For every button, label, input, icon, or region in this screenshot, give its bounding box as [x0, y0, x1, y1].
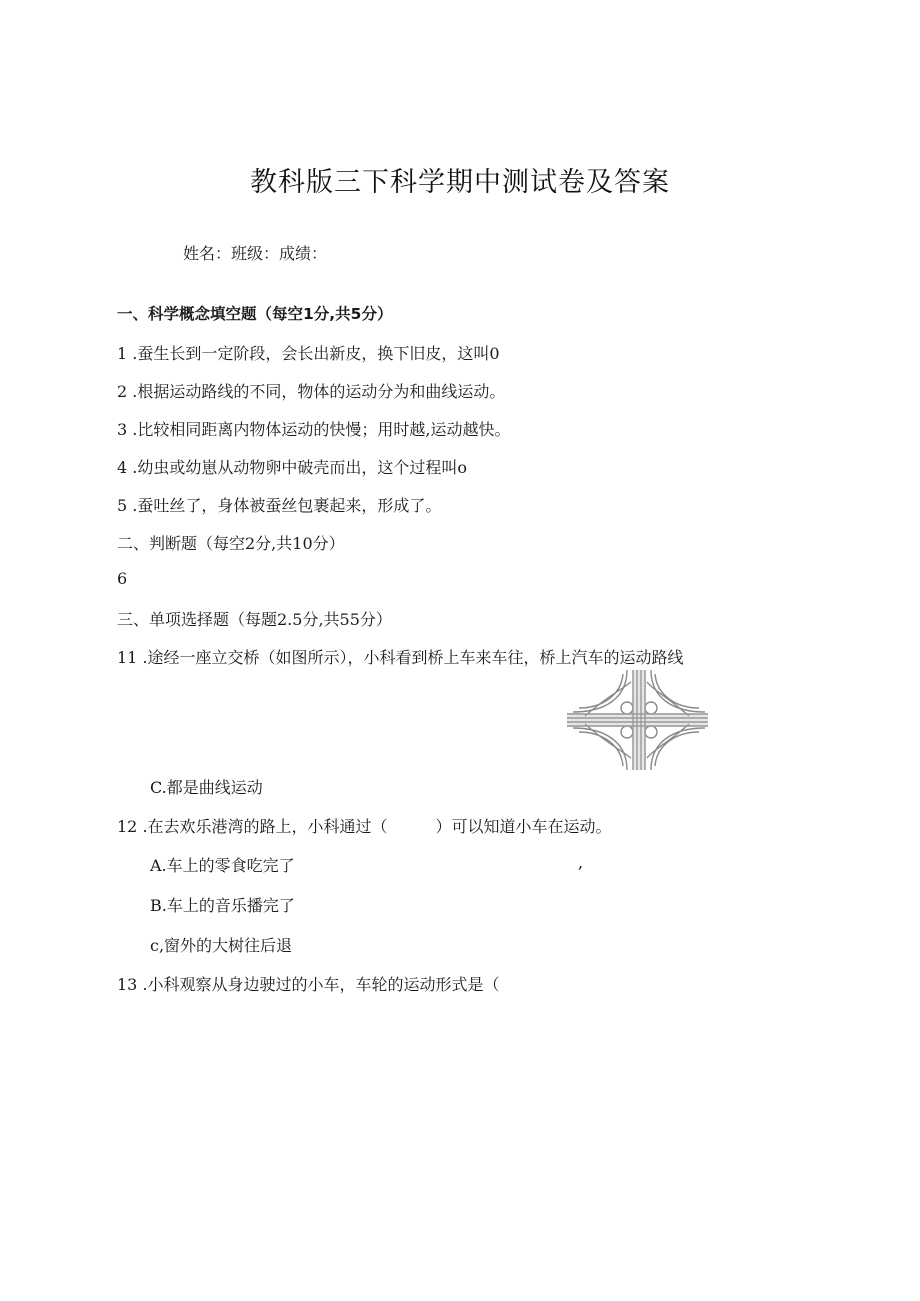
question-12-option-b: B.车上的音乐播完了	[150, 896, 295, 915]
question-13: 13 .小科观察从身边驶过的小车，车轮的运动形式是（	[117, 975, 500, 994]
question-2: 2 .根据运动路线的不同，物体的运动分为和曲线运动。	[117, 382, 506, 401]
section-3-heading: 三、单项选择题（每题2.5分,共55分）	[117, 610, 392, 629]
question-12: 12 .在去欢乐港湾的路上，小科通过（ ）可以知道小车在运动。	[117, 817, 612, 836]
page-title: 教科版三下科学期中测试卷及答案	[250, 167, 670, 198]
question-11: 11 .途经一座立交桥（如图所示），小科看到桥上车来车往，桥上汽车的运动路线	[117, 648, 684, 667]
interchange-bridge-image	[565, 668, 710, 772]
section-2-heading: 二、判断题（每空2分,共10分）	[117, 534, 345, 553]
question-4: 4 .幼虫或幼崽从动物卵中破壳而出，这个过程叫o	[117, 458, 467, 477]
student-info: 姓名：班级：成绩：	[183, 244, 328, 263]
question-12-option-a: A.车上的零食吃完了	[150, 856, 295, 875]
question-3: 3 .比较相同距离内物体运动的快慢；用时越,运动越快。	[117, 420, 511, 439]
section-1-heading: 一、科学概念填空题（每空1分,共5分）	[117, 305, 393, 323]
question-5: 5 .蚕吐丝了，身体被蚕丝包裹起来，形成了。	[117, 496, 442, 515]
question-12-option-c: c,窗外的大树往后退	[150, 936, 293, 955]
question-12-comma: ,	[578, 853, 584, 872]
section-2-content: 6	[117, 569, 128, 588]
question-11-option-c: C.都是曲线运动	[150, 778, 263, 797]
question-1: 1 .蚕生长到一定阶段，会长出新皮，换下旧皮，这叫0	[117, 344, 500, 363]
